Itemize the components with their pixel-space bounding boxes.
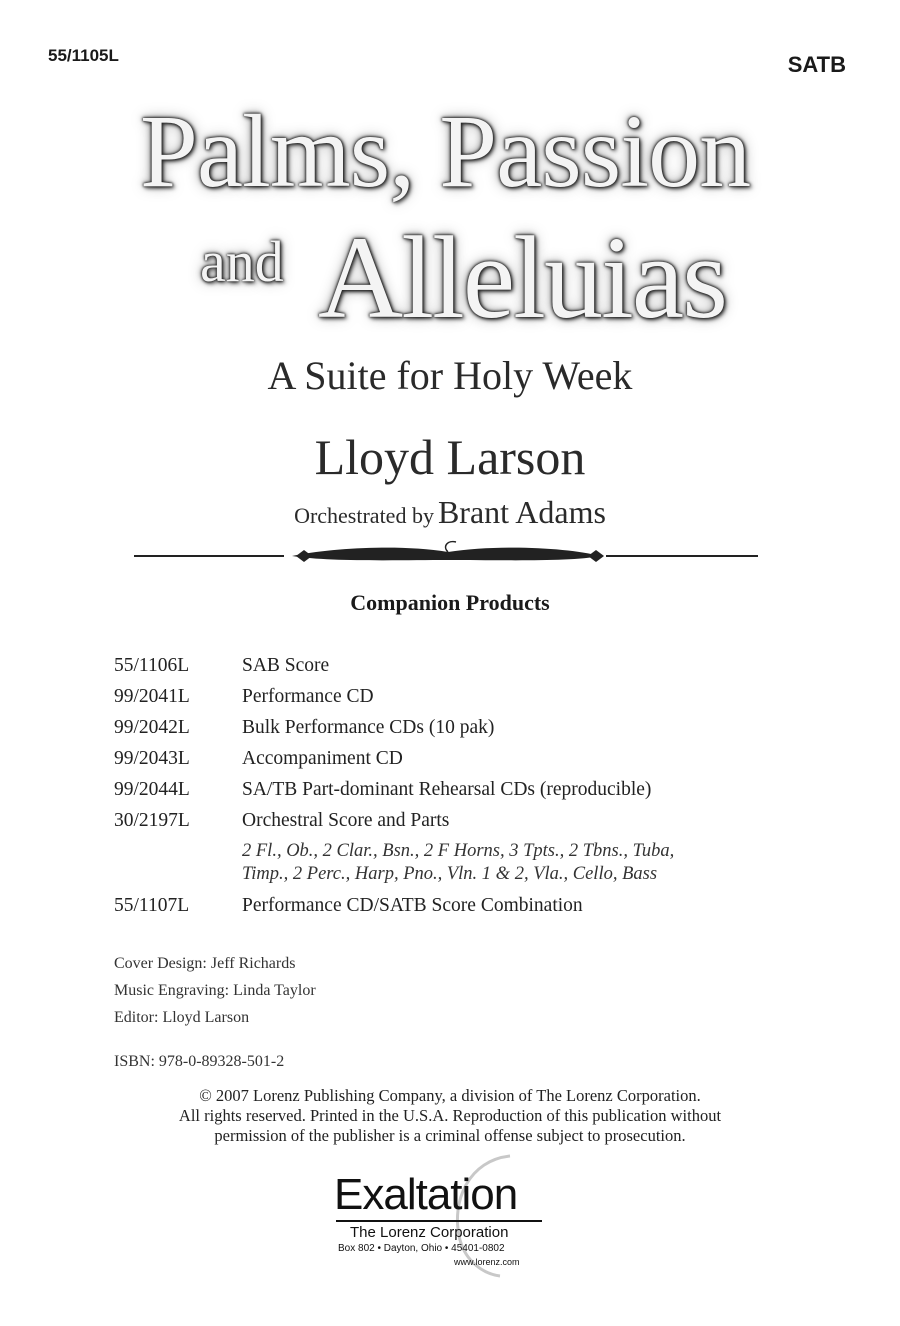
subtitle: A Suite for Holy Week (267, 353, 633, 398)
product-description: SA/TB Part-dominant Rehearsal CDs (reproducible) (242, 779, 652, 800)
title-line-2: Alleluias (318, 212, 727, 343)
voicing-label: SATB (787, 52, 846, 77)
instruments-line-1: 2 Fl., Ob., 2 Clar., Bsn., 2 F Horns, 3 Tpts., 2 Tbns., Tuba, (242, 841, 675, 861)
title-and: and (200, 229, 284, 294)
product-number: 30/2197L (114, 810, 190, 831)
product-description: Performance CD (242, 686, 374, 707)
editor-credit: Editor: Lloyd Larson (114, 1009, 250, 1026)
product-description: Performance CD/SATB Score Combination (242, 895, 583, 916)
product-row (114, 805, 814, 836)
logo-rule (336, 1220, 542, 1222)
composer-name: Lloyd Larson (314, 429, 586, 485)
orchestration-credit (0, 494, 900, 531)
product-row (114, 681, 814, 712)
copyright-line-2: All rights reserved. Printed in the U.S.A. Reproduction of this publication without (178, 1106, 722, 1125)
product-row (114, 774, 814, 805)
product-number: 99/2043L (114, 748, 190, 769)
credits-block (114, 950, 316, 1031)
product-number: 99/2041L (114, 686, 190, 707)
companion-products-heading: Companion Products (350, 590, 550, 615)
product-number: 55/1106L (114, 655, 190, 676)
publisher-brand: Exaltation (334, 1170, 518, 1219)
instruments-line-2: Timp., 2 Perc., Harp, Pno., Vln. 1 & 2, Vla., Cello, Bass (242, 864, 658, 884)
product-number: 55/1107L (114, 895, 190, 916)
copyright-line-3: permission of the publisher is a criminal offense subject to prosecution. (214, 1126, 686, 1145)
copyright-notice (0, 1086, 900, 1146)
orchestrator-name: Brant Adams (437, 494, 606, 530)
publisher-address: Box 802 • Dayton, Ohio • 45401-0802 (338, 1243, 505, 1254)
publisher-logo (334, 1170, 554, 1268)
engraving-credit: Music Engraving: Linda Taylor (114, 982, 316, 999)
product-description: Accompaniment CD (242, 748, 403, 769)
catalog-number: 55/1105L (48, 46, 119, 65)
product-description: Bulk Performance CDs (10 pak) (242, 717, 495, 738)
product-row (114, 650, 814, 681)
product-number: 99/2042L (114, 717, 190, 738)
ornament-divider-icon (130, 538, 770, 574)
cover-design-credit: Cover Design: Jeff Richards (114, 955, 296, 972)
orchestration-label: Orchestrated by (294, 503, 434, 528)
orchestration-instruments (114, 840, 814, 886)
product-description: SAB Score (242, 655, 330, 676)
product-row (114, 890, 814, 921)
isbn: ISBN: 978-0-89328-501-2 (114, 1053, 285, 1070)
publisher-corporation: The Lorenz Corporation (350, 1224, 509, 1241)
product-row (114, 743, 814, 774)
publisher-website: www.lorenz.com (454, 1257, 520, 1267)
companion-products-list (114, 650, 814, 921)
product-description: Orchestral Score and Parts (242, 810, 450, 831)
product-row (114, 712, 814, 743)
title-line-1: Palms, Passion (140, 94, 751, 209)
product-number: 99/2044L (114, 779, 190, 800)
copyright-line-1: © 2007 Lorenz Publishing Company, a division of The Lorenz Corporation. (199, 1086, 701, 1105)
